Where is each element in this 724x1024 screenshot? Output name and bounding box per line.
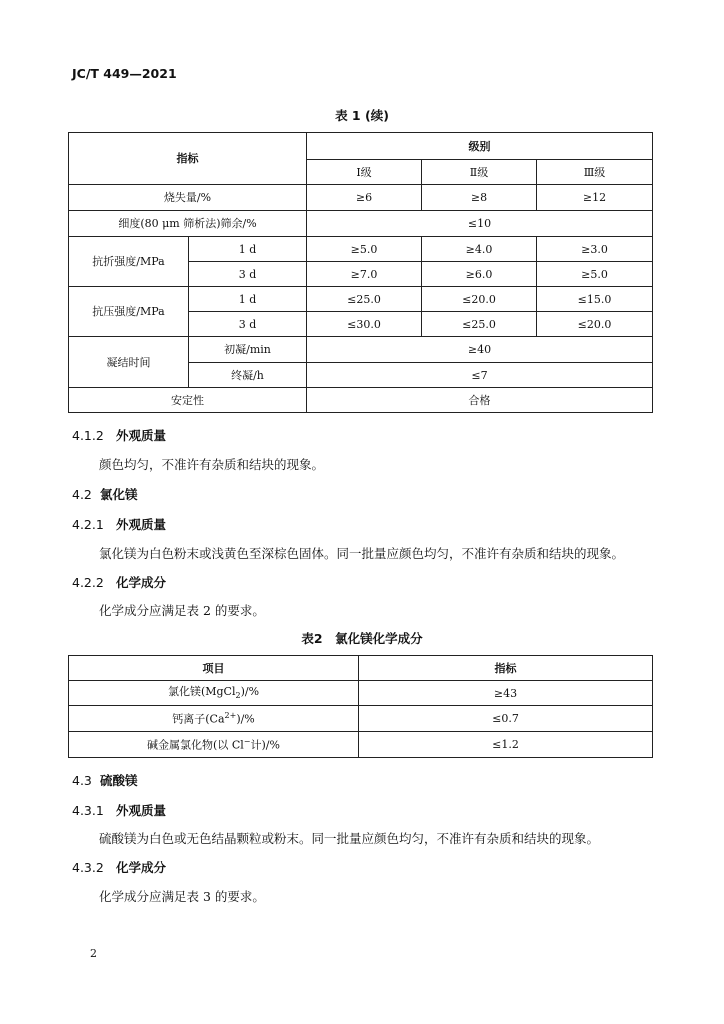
flex-1d: 1 d [189,237,307,262]
header-indicator: 指标 [359,656,653,681]
section-title: 外观质量 [116,428,167,443]
section-number: 4.2.2 [72,575,104,590]
section-title: 外观质量 [116,517,167,532]
header-grade-ii: Ⅱ级 [422,160,537,185]
cell-flex-1d-ii: ≥4.0 [422,237,537,262]
cell-loss-i: ≥6 [307,185,422,211]
flex-3d: 3 d [189,262,307,287]
paragraph-4-2-2: 化学成分应满足表 2 的要求。 [99,603,265,618]
header-grade-i: Ⅰ级 [307,160,422,185]
cell-flex-1d-iii: ≥3.0 [537,237,653,262]
row-label-ca: 钙离子$(Ca^{2+})/\%$ [69,706,359,732]
paragraph-4-3-1: 硫酸镁为白色或无色结晶颗粒或粉末。同一批量应颜色均匀，不准许有杂质和结块的现象。 [99,831,600,846]
header-grade: 级别 [307,133,653,160]
row-label-setting: 凝结时间 [69,337,189,388]
cell-setting-initial: ≥40 [307,337,653,363]
row-label-comp: 抗压强度/MPa [69,287,189,337]
paragraph-4-3-2: 化学成分应满足表 3 的要求。 [99,889,265,904]
cell-comp-1d-i: ≤25.0 [307,287,422,312]
row-label-mgcl2: 氯化镁(MgCl$_2$)/% [69,681,359,706]
paragraph-4-1-2: 颜色均匀，不准许有杂质和结块的现象。 [99,457,325,472]
table1 [68,132,653,413]
row-label-loss: 烧失量/% [69,185,307,211]
cell-comp-3d-iii: ≤20.0 [537,312,653,337]
section-title: 氯化镁 [100,487,138,502]
section-number: 4.3.1 [72,803,104,818]
cell-flex-3d-ii: ≥6.0 [422,262,537,287]
row-label-fineness: 细度(80 μm 筛析法)筛余/% [69,211,307,237]
section-number: 4.3.2 [72,860,104,875]
section-4-2 [72,485,138,503]
comp-1d: 1 d [189,287,307,312]
table1-caption: 表 1 (续) [335,108,389,123]
cell-flex-1d-i: ≥5.0 [307,237,422,262]
page-number: 2 [90,947,97,960]
section-4-3-2 [72,858,166,876]
section-4-2-1 [72,515,166,533]
row-label-alkali-chloride: 碱金属氯化物(以 Cl−计)/% [69,732,359,758]
header-item: 项目 [69,656,359,681]
cell-comp-3d-i: ≤30.0 [307,312,422,337]
cell-stability: 合格 [307,388,653,413]
row-label-stability: 安定性 [69,388,307,413]
section-number: 4.2.1 [72,517,104,532]
setting-final: 终凝/h [189,363,307,388]
section-title: 化学成分 [116,575,167,590]
header-indicator: 指标 [69,133,307,185]
cell-flex-3d-i: ≥7.0 [307,262,422,287]
header-grade-iii: Ⅲ级 [537,160,653,185]
setting-initial: 初凝/min [189,337,307,363]
cell-loss-ii: ≥8 [422,185,537,211]
section-4-3-1 [72,801,166,819]
cell-flex-3d-iii: ≥5.0 [537,262,653,287]
comp-3d: 3 d [189,312,307,337]
standard-number: JC/T 449—2021 [72,66,177,81]
section-title: 硫酸镁 [100,773,138,788]
section-number: 4.1.2 [72,428,104,443]
section-title: 外观质量 [116,803,167,818]
section-number: 4.3 [72,773,92,788]
cell-ca: ≤0.7 [359,706,653,732]
table2-caption: 表2 氯化镁化学成分 [301,631,423,646]
section-number: 4.2 [72,487,92,502]
table2 [68,655,653,758]
cell-loss-iii: ≥12 [537,185,653,211]
cell-comp-1d-iii: ≤15.0 [537,287,653,312]
cell-alkali-chloride: ≤1.2 [359,732,653,758]
section-title: 化学成分 [116,860,167,875]
paragraph-4-2-1: 氯化镁为白色粉末或浅黄色至深棕色固体。同一批量应颜色均匀，不准许有杂质和结块的现象。 [99,546,625,561]
cell-mgcl2: ≥43 [359,681,653,706]
section-4-2-2 [72,573,166,591]
row-label-flex: 抗折强度/MPa [69,237,189,287]
cell-fineness: ≤10 [307,211,653,237]
cell-setting-final: ≤7 [307,363,653,388]
cell-comp-1d-ii: ≤20.0 [422,287,537,312]
section-4-1-2 [72,426,166,444]
section-4-3 [72,771,138,789]
cell-comp-3d-ii: ≤25.0 [422,312,537,337]
